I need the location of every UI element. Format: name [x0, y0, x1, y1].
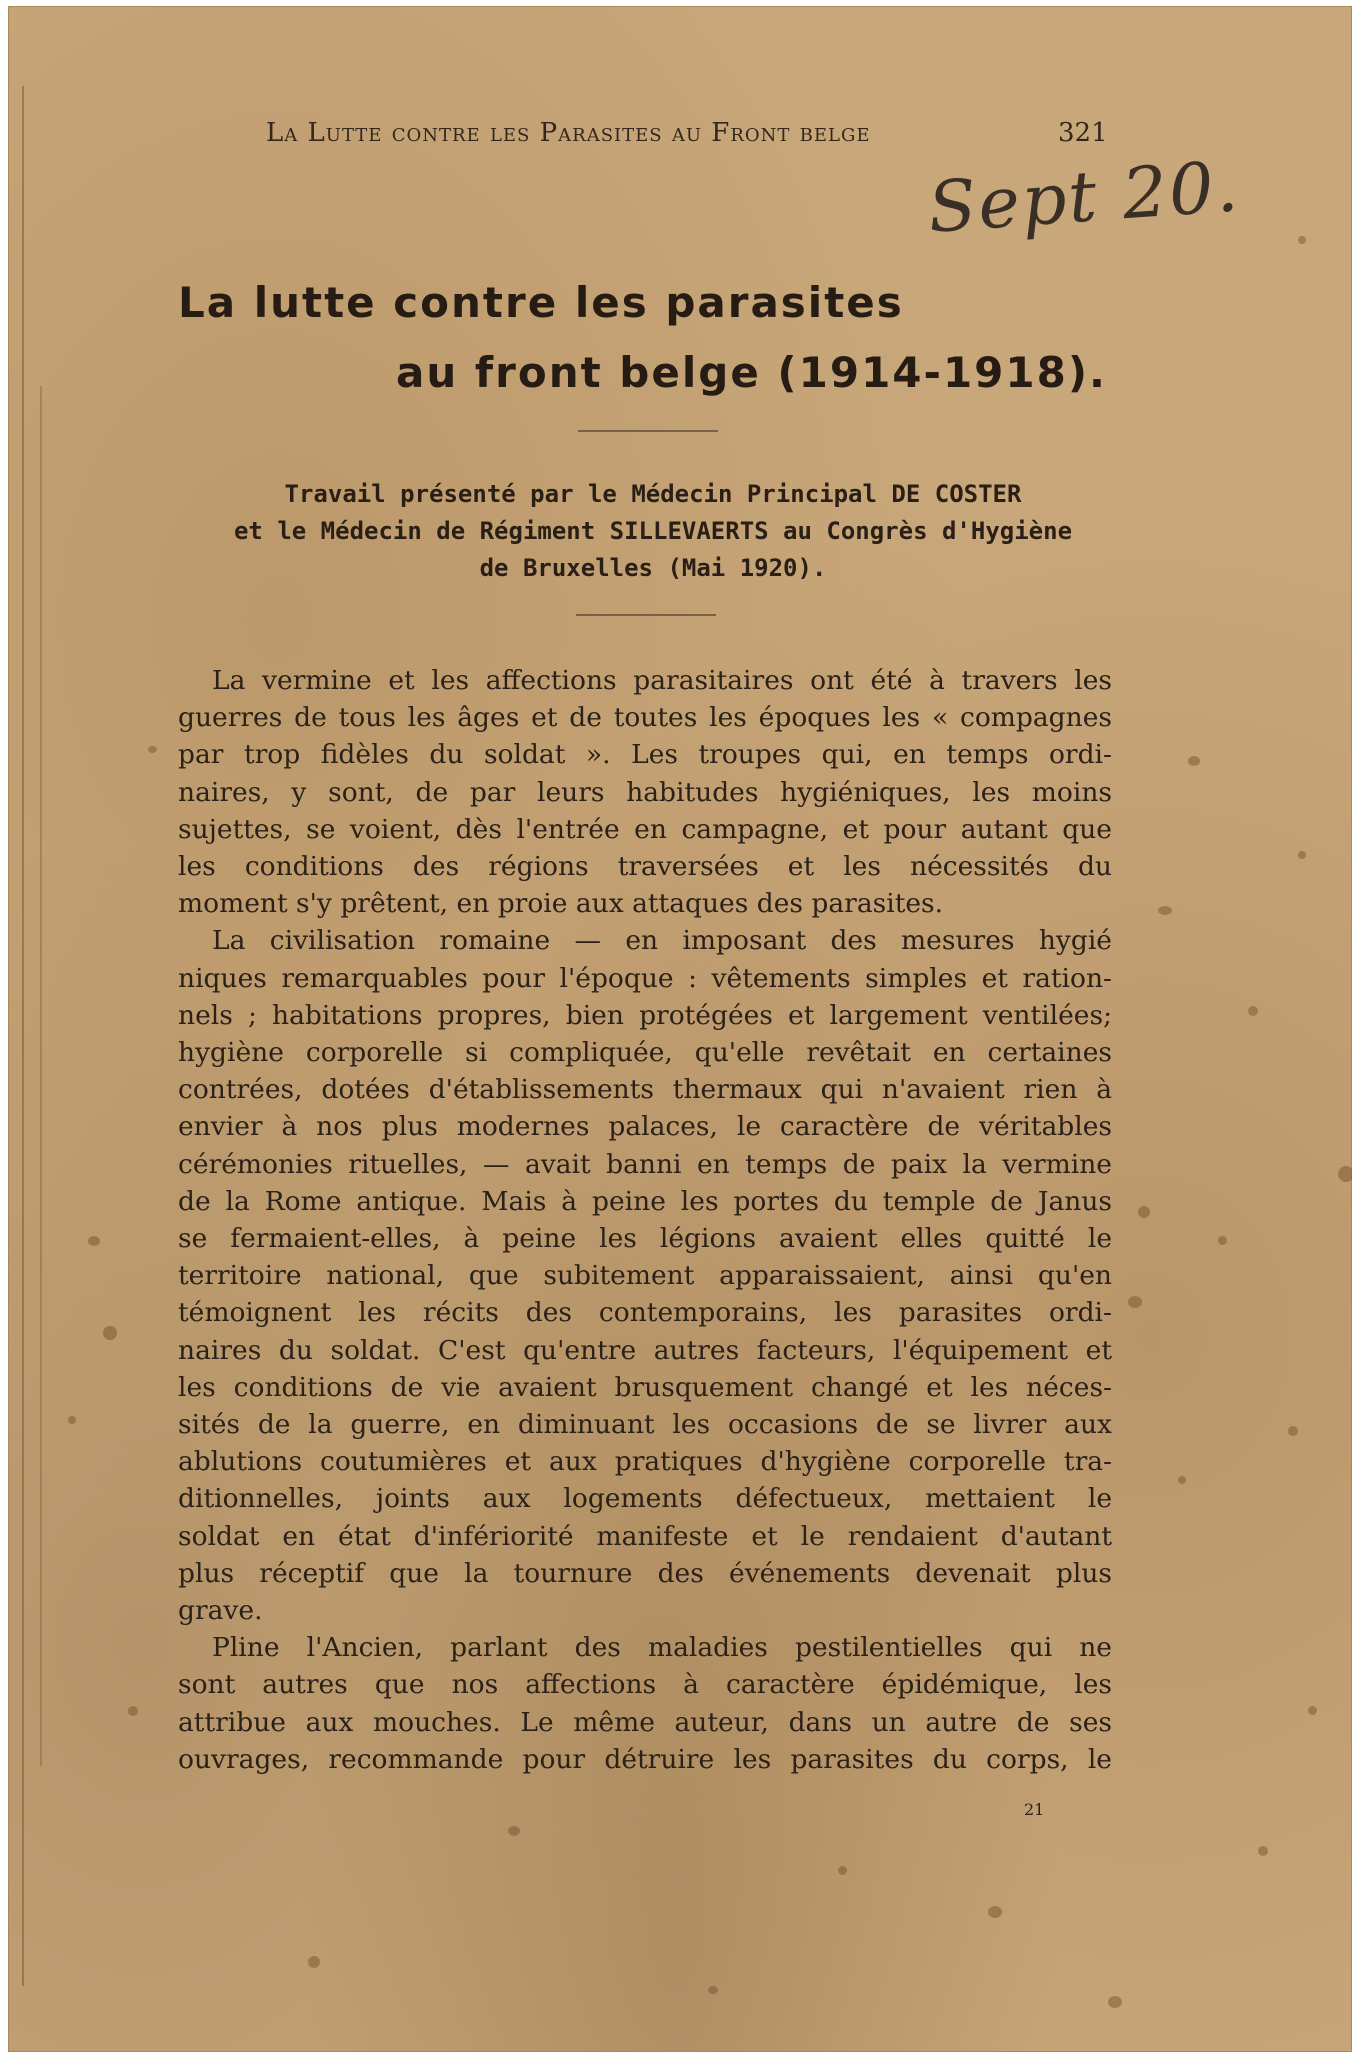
foxing-spot	[1248, 1006, 1258, 1016]
title-line-2: au front belge (1914-1918).	[396, 348, 1107, 397]
body-line: La civilisation romaine — en imposant des mesures hygié	[212, 925, 1112, 957]
body-line: ablutions coutumières et aux pratiques d'hygiène corporelle tra-	[178, 1446, 1112, 1478]
body-line: les conditions des régions traversées et les nécessités du	[178, 851, 1112, 883]
body-line: de la Rome antique. Mais à peine les portes du temple de Janus	[178, 1185, 1112, 1217]
foxing-spot	[308, 1956, 320, 1968]
subtitle-line: et le Médecin de Régiment SILLEVAERTS au Congrès d'Hygiène	[233, 517, 1073, 545]
article-title	[178, 268, 1178, 408]
foxing-spot	[88, 1236, 100, 1246]
body-line: Pline l'Ancien, parlant des maladies pestilentielles qui ne	[212, 1632, 1112, 1664]
body-line: moment s'y prêtent, en proie aux attaques des parasites.	[178, 888, 944, 920]
foxing-spot	[708, 1986, 718, 1994]
foxing-spot	[1218, 1236, 1227, 1245]
binding-thread-inner	[40, 386, 42, 1766]
foxing-spot	[1258, 1846, 1268, 1856]
body-line: ditionnelles, joints aux logements défectueux, mettaient le	[178, 1483, 1112, 1515]
foxing-spot	[68, 1416, 76, 1424]
handwritten-note: Sept 20.	[925, 145, 1243, 249]
body-line: plus réceptif que la tournure des événements devenait plus	[178, 1557, 1112, 1589]
foxing-spot	[103, 1326, 117, 1340]
foxing-spot	[1128, 1296, 1142, 1308]
foxing-spot	[1178, 1476, 1186, 1484]
body-line: guerres de tous les âges et de toutes les époques les « compagnes	[178, 702, 1112, 734]
foxing-spot	[148, 746, 157, 753]
body-line: territoire national, que subitement apparaissaient, ainsi qu'en	[178, 1260, 1112, 1292]
body-line: par trop fidèles du soldat ». Les troupes qui, en temps ordi-	[178, 739, 1112, 771]
body-line: sujettes, se voient, dès l'entrée en campagne, et pour autant que	[178, 813, 1112, 845]
body-text	[178, 662, 1112, 1778]
signature-mark: 21	[1024, 1800, 1045, 1819]
body-line: soldat en état d'infériorité manifeste et le rendaient d'autant	[178, 1520, 1112, 1552]
foxing-spot	[1298, 851, 1306, 859]
body-line: naires du soldat. C'est qu'entre autres facteurs, l'équipement et	[178, 1334, 1112, 1366]
foxing-spot	[1298, 236, 1306, 244]
body-line: niques remarquables pour l'époque : vêtements simples et ration-	[178, 962, 1112, 994]
body-line: naires, y sont, de par leurs habitudes hygiéniques, les moins	[178, 776, 1112, 808]
foxing-spot	[508, 1826, 520, 1836]
foxing-spot	[988, 1906, 1002, 1918]
body-line: nels ; habitations propres, bien protégées et largement ventilées;	[178, 999, 1112, 1031]
page-number: 321	[1058, 118, 1108, 148]
title-line-1: La lutte contre les parasites	[178, 278, 904, 327]
binding-thread	[22, 86, 24, 1986]
foxing-spot	[1338, 1166, 1352, 1182]
body-line: hygiène corporelle si compliquée, qu'elle revêtait en certaines	[178, 1037, 1112, 1069]
document-page	[8, 6, 1352, 2052]
foxing-spot	[1308, 1706, 1317, 1715]
divider-top	[578, 430, 718, 432]
subtitle-line: de Bruxelles (Mai 1920).	[479, 554, 827, 582]
body-line: sités de la guerre, en diminuant les occasions de se livrer aux	[178, 1409, 1112, 1441]
foxing-spot	[1108, 1996, 1122, 2008]
foxing-spot	[1188, 756, 1200, 766]
body-line: cérémonies rituelles, — avait banni en temps de paix la vermine	[178, 1148, 1112, 1180]
body-line: se fermaient-elles, à peine les légions avaient elles quitté le	[178, 1223, 1112, 1255]
foxing-spot	[1288, 1426, 1298, 1436]
subtitle-block	[188, 476, 1118, 587]
subtitle-line: Travail présenté par le Médecin Principal DE COSTER	[284, 480, 1022, 508]
foxing-spot	[1158, 906, 1172, 915]
body-line: contrées, dotées d'établissements thermaux qui n'avaient rien à	[178, 1074, 1112, 1106]
body-line: ouvrages, recommande pour détruire les parasites du corps, le	[178, 1743, 1112, 1775]
divider-bottom	[576, 614, 716, 616]
body-line: grave.	[178, 1595, 263, 1627]
foxing-spot	[838, 1866, 847, 1875]
body-line: envier à nos plus modernes palaces, le caractère de véritables	[178, 1111, 1112, 1143]
foxing-spot	[128, 1706, 138, 1716]
body-line: La vermine et les affections parasitaires ont été à travers les	[212, 665, 1112, 696]
body-line: témoignent les récits des contemporains, les parasites ordi-	[178, 1297, 1112, 1329]
body-line: attribue aux mouches. Le même auteur, dans un autre de ses	[178, 1706, 1112, 1738]
running-head: La Lutte contre les Parasites au Front belge	[266, 118, 871, 148]
foxing-spot	[1138, 1206, 1150, 1218]
body-line: sont autres que nos affections à caractère épidémique, les	[178, 1669, 1112, 1701]
body-line: les conditions de vie avaient brusquement changé et les néces-	[178, 1371, 1112, 1403]
